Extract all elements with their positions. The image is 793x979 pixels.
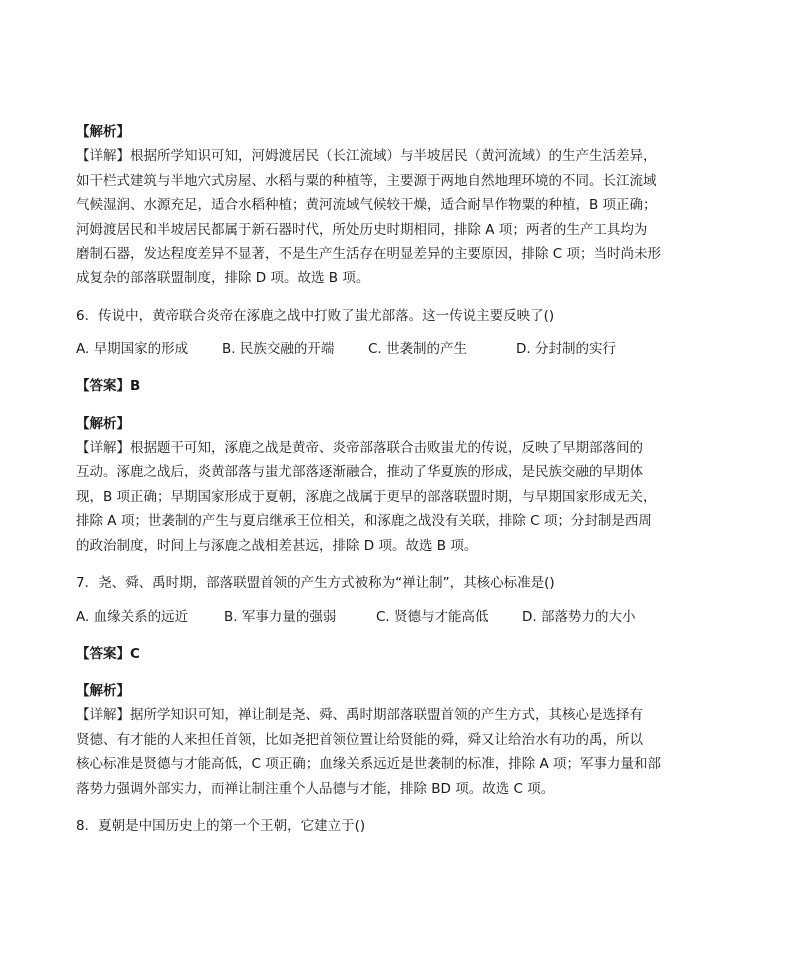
- explanation-7-line: 贤德、有才能的人来担任首领，比如尧把首领位置让给贤能的舜，舜又让给治水有功的禹，所以: [76, 731, 643, 748]
- option-7-d: D. 部落势力的大小: [522, 608, 636, 625]
- explanation-6-line: 排除 A 项；世袭制的产生与夏启继承王位相关，和涿鹿之战没有关联，排除 C 项；分封制是西周: [76, 513, 652, 530]
- options-6: [76, 337, 676, 361]
- explanation-5-line: 如干栏式建筑与半地穴式房屋、水稻与粟的种植等，主要源于两地自然地理环境的不同。长江流域: [76, 172, 657, 189]
- analysis-heading-7: 【解析】: [76, 682, 130, 699]
- document-content: [76, 120, 676, 838]
- analysis-heading-6: 【解析】: [76, 415, 130, 432]
- options-7: [76, 605, 676, 629]
- explanation-6-line: 互动。涿鹿之战后，炎黄部落与蚩尤部落逐渐融合，推动了华夏族的形成，是民族交融的早期体: [76, 464, 643, 481]
- question-7: 7．尧、舜、禹时期，部落联盟首领的产生方式被称为“禅让制”，其核心标准是(): [76, 575, 555, 592]
- explanation-5-line: 河姆渡居民和半坡居民都属于新石器时代，所处历史时期相同，排除 A 项；两者的生产工具均为: [76, 221, 648, 238]
- explanation-5-line: 成复杂的部落联盟制度，排除 D 项。故选 B 项。: [76, 270, 370, 287]
- explanation-7-line: 【详解】据所学知识可知，禅让制是尧、舜、禹时期部落联盟首领的产生方式，其核心是选择有: [76, 707, 643, 724]
- question-8: 8．夏朝是中国历史上的第一个王朝，它建立于(): [76, 817, 366, 834]
- question-6: 6．传说中，黄帝联合炎帝在涿鹿之战中打败了蚩尤部落。这一传说主要反映了(): [76, 307, 555, 324]
- option-7-c: C. 贤德与才能高低: [376, 608, 489, 625]
- explanation-6-line: 现，B 项正确；早期国家形成于夏朝，涿鹿之战属于更早的部落联盟时期，与早期国家形成无关，: [76, 488, 657, 505]
- option-6-c: C. 世袭制的产生: [368, 341, 468, 358]
- option-6-d: D. 分封制的实行: [516, 341, 616, 358]
- option-7-b: B. 军事力量的强弱: [224, 608, 337, 625]
- answer-7: 【答案】C: [76, 645, 140, 662]
- explanation-5-line: 【详解】根据所学知识可知，河姆渡居民（长江流域）与半坡居民（黄河流域）的生产生活差异，: [76, 148, 657, 165]
- explanation-6-line: 的政治制度，时间上与涿鹿之战相差甚远，排除 D 项。故选 B 项。: [76, 537, 478, 554]
- answer-6: 【答案】B: [76, 378, 141, 395]
- option-6-b: B. 民族交融的开端: [222, 341, 335, 358]
- option-7-a: A. 血缘关系的远近: [76, 608, 189, 625]
- explanation-5-line: 气候湿润、水源充足，适合水稻种植；黄河流域气候较干燥，适合耐旱作物粟的种植，B 项正确；: [76, 197, 657, 214]
- explanation-5-line: 磨制石器，发达程度差异不显著，不是生产生活存在明显差异的主要原因，排除 C 项；当时尚未形: [76, 246, 662, 263]
- explanation-6-line: 【详解】根据题干可知，涿鹿之战是黄帝、炎帝部落联合击败蚩尤的传说，反映了早期部落间的: [76, 440, 643, 457]
- option-6-a: A. 早期国家的形成: [76, 341, 189, 358]
- analysis-heading-5: 【解析】: [76, 124, 130, 140]
- explanation-7-line: 核心标准是贤德与才能高低，C 项正确；血缘关系远近是世袭制的标准，排除 A 项；军事力量和部: [76, 756, 662, 773]
- explanation-7-line: 落势力强调外部实力，而禅让制注重个人品德与才能，排除 BD 项。故选 C 项。: [76, 780, 555, 797]
